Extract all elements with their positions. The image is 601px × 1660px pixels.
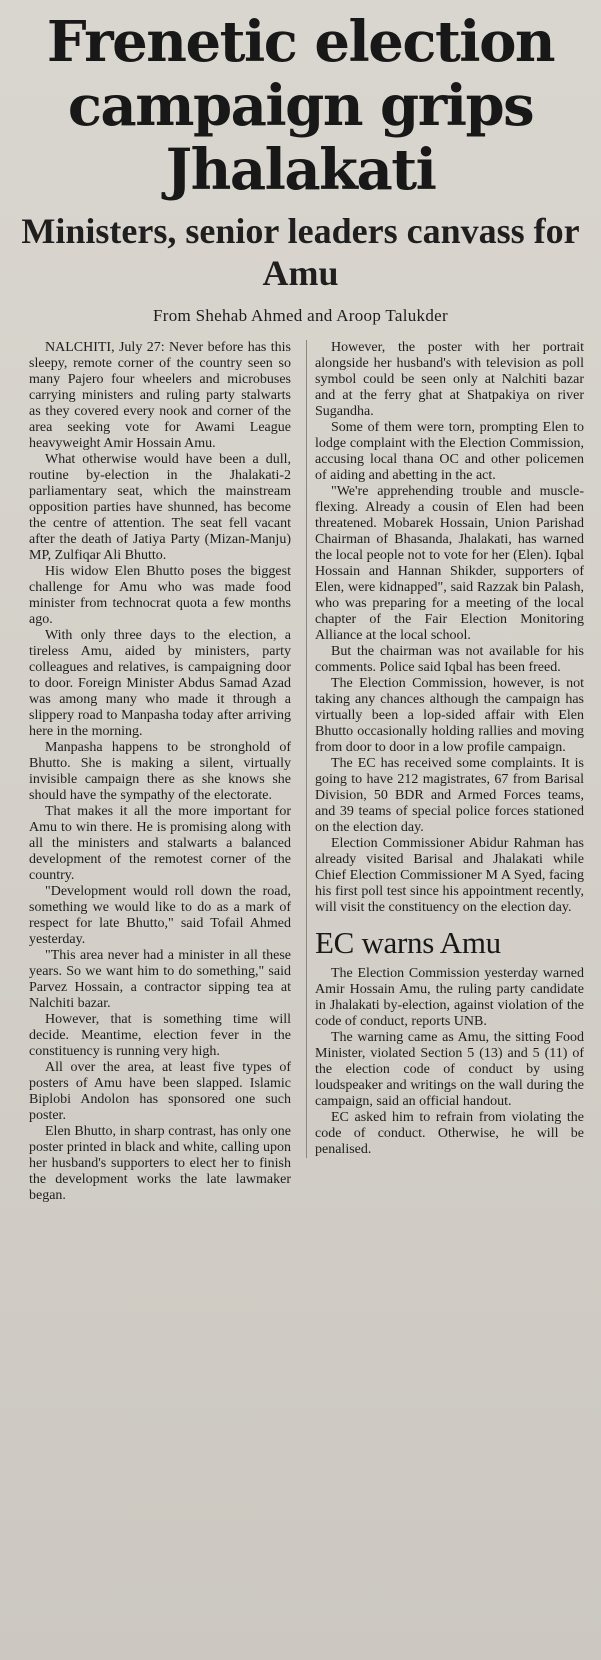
article-paragraph: However, the poster with her portrait alongside her husband's with television as poll symbol could be seen only at Nalchiti bazar and at the ferry ghat at Shatpakiya on river Sugandha. [315, 340, 584, 419]
article-paragraph: However, that is something time will decide. Meantime, election fever in the constituency is running very high. [29, 1012, 291, 1059]
article-paragraph: What otherwise would have been a dull, routine by-election in the Jhalakati-2 parliamentary seat, which the mainstream opposition parties have shunned, has become the centre of attention. The seat fell vacant after the death of Jatiya Party (Mizan-Manju) MP, Zulfiqar Ali Bhutto. [29, 452, 291, 563]
article-paragraph: "This area never had a minister in all these years. So we want him to do something," said Parvez Hossain, a contractor sipping tea at Nalchiti bazar. [29, 948, 291, 1011]
headline: Frenetic election campaign grips Jhalakati [46, 9, 555, 203]
left-column [14, 340, 294, 1204]
article-paragraph: Manpasha happens to be stronghold of Bhutto. She is making a silent, virtually invisible campaign there as she knows she should have the sympathy of the electorate. [29, 740, 291, 803]
article-paragraph: The EC has received some complaints. It is going to have 212 magistrates, 67 from Barisal Division, 50 BDR and Armed Forces teams, and 39 teams of special police forces stationed on the election day. [315, 756, 584, 835]
article-paragraph: NALCHITI, July 27: Never before has this sleepy, remote corner of the country seen so many Pajero four wheelers and microbuses carrying ministers and ruling party stalwarts as they covered every nook and corner of the area seeking vote for Awami League heavyweight Amir Hossain Amu. [29, 340, 291, 451]
article-paragraph: With only three days to the election, a tireless Amu, aided by ministers, party colleagues and relatives, is campaigning door to door. Foreign Minister Abdus Samad Azad was among many who made it through a slippery road to Manpasha today after arriving here in the morning. [29, 628, 291, 739]
sidebar-paragraph: The Election Commission yesterday warned Amir Hossain Amu, the ruling party candidate in Jhalakati by-election, against violation of the code of conduct, reports UNB. [315, 966, 584, 1029]
article-paragraph: That makes it all the more important for Amu to win there. He is promising along with all the ministers and stalwarts a balanced development of the remotest corner of the country. [29, 804, 291, 883]
article-paragraph: "We're apprehending trouble and muscle-flexing. Already a cousin of Elen had been threatened. Mobarek Hossain, Union Parishad Chairman of Bhasanda, Jhalakati, has warned the local people not to vote for her (Elen). Iqbal Hossain and Hannan Shikder, supporters of Elen, were kidnapped", said Razzak bin Palash, who was preparing for a meeting of the local chapter of the Fair Election Monitoring Alliance at the local school. [315, 484, 584, 643]
article-paragraph: All over the area, at least five types of posters of Amu have been slapped. Islamic Biplobi Andolon has sponsored one such poster. [29, 1060, 291, 1123]
article-paragraph: Some of them were torn, prompting Elen to lodge complaint with the Election Commission, accusing local thana OC and other policemen of aiding and abetting in the act. [315, 420, 584, 483]
sidebar-paragraph: The warning came as Amu, the sitting Food Minister, violated Section 5 (13) and 5 (11) of the election code of conduct by using loudspeaker and writings on the wall during the campaign, said an official handout. [315, 1030, 584, 1109]
byline: From Shehab Ahmed and Aroop Talukder [153, 306, 448, 325]
article-columns [14, 340, 587, 1204]
article-paragraph: His widow Elen Bhutto poses the biggest challenge for Amu who was made food minister from technocrat quota a few months ago. [29, 564, 291, 627]
article-paragraph: Elen Bhutto, in sharp contrast, has only one poster printed in black and white, calling upon her husband's supporters to elect her to finish the development works the late lawmaker began. [29, 1124, 291, 1203]
subheadline: Ministers, senior leaders canvass for Amu [21, 211, 580, 293]
article-paragraph: The Election Commission, however, is not taking any chances although the campaign has virtually been a lop-sided affair with Elen Bhutto occasionally holding rallies and moving from door to door in a low profile campaign. [315, 676, 584, 755]
sidebar-paragraph: EC asked him to refrain from violating the code of conduct. Otherwise, he will be penalised. [315, 1110, 584, 1157]
sidebar-heading: EC warns Amu [315, 925, 501, 960]
article-paragraph: Election Commissioner Abidur Rahman has already visited Barisal and Jhalakati while Chief Election Commissioner M A Syed, facing his first poll test since his appointment recently, will visit the constituency on the election day. [315, 836, 584, 915]
right-column [306, 340, 586, 1158]
article-paragraph: "Development would roll down the road, something we would like to do as a mark of respect for late Bhutto," said Tofail Ahmed yesterday. [29, 884, 291, 947]
article-paragraph: But the chairman was not available for his comments. Police said Iqbal has been freed. [315, 644, 584, 675]
